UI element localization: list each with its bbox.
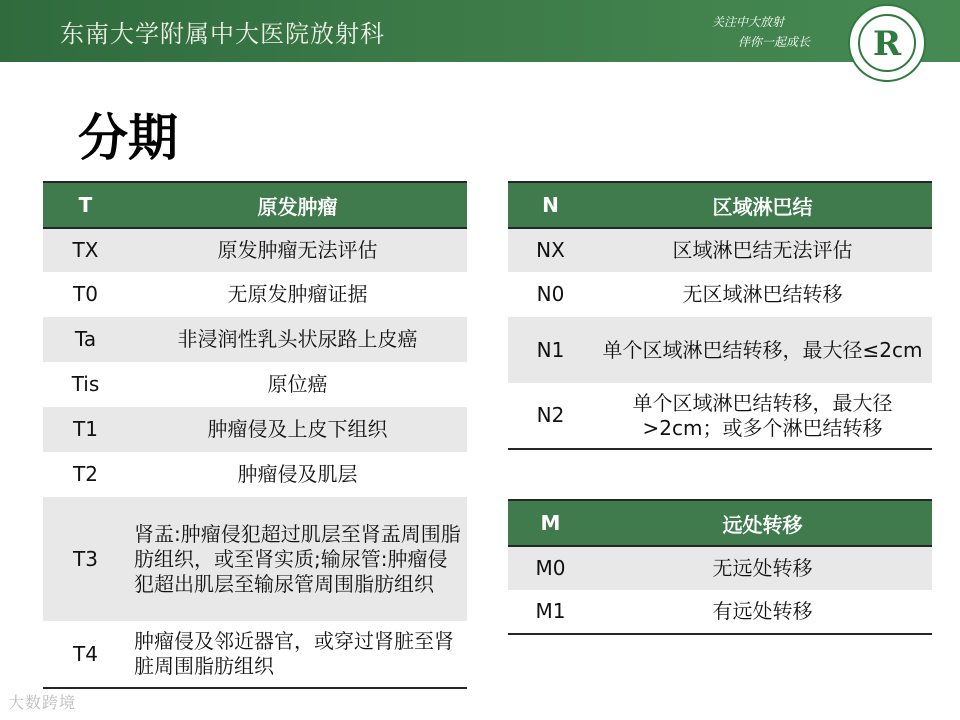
watermark: 大数跨境	[8, 693, 77, 712]
m-desc: 无远处转移	[593, 546, 932, 590]
m-header-code: M	[508, 500, 593, 546]
t-code: Tis	[43, 362, 128, 407]
t-code: T1	[43, 407, 128, 452]
n-code: NX	[508, 228, 593, 272]
t-desc: 肿瘤侵及上皮下组织	[128, 407, 467, 452]
t-code: T4	[43, 621, 128, 688]
n-staging-table	[508, 181, 932, 450]
n-code: N0	[508, 272, 593, 317]
t-desc: 肾盂:肿瘤侵犯超过肌层至肾盂周围脂肪组织，或至肾实质;输尿管:肿瘤侵犯超出肌层至输尿管周围脂肪组织	[128, 497, 467, 621]
t-code: TX	[43, 228, 128, 272]
t-desc: 肿瘤侵及邻近器官，或穿过肾脏至肾脏周围脂肪组织	[128, 621, 467, 688]
t-staging-table	[43, 181, 467, 689]
table-row	[43, 317, 467, 362]
m-header-desc: 远处转移	[593, 500, 932, 546]
m-desc: 有远处转移	[593, 590, 932, 634]
slogan	[712, 12, 810, 52]
table-row	[508, 590, 932, 634]
table-row	[508, 272, 932, 317]
hospital-title: 东南大学附属中大医院放射科	[60, 20, 385, 48]
table-row	[43, 272, 467, 317]
table-row	[43, 621, 467, 688]
t-desc: 原位癌	[128, 362, 467, 407]
department-logo-icon	[848, 4, 926, 82]
table-row	[43, 497, 467, 621]
t-code: T3	[43, 497, 128, 621]
header-bar	[0, 0, 960, 62]
m-staging-table	[508, 499, 932, 635]
table-header-row	[43, 182, 467, 228]
table-row	[508, 228, 932, 272]
page-title: 分期	[78, 109, 178, 167]
n-desc: 单个区域淋巴结转移，最大径>2cm；或多个淋巴结转移	[593, 383, 932, 449]
table-row	[508, 317, 932, 383]
table-header-row	[508, 500, 932, 546]
table-row	[43, 362, 467, 407]
m-code: M1	[508, 590, 593, 634]
t-desc: 非浸润性乳头状尿路上皮癌	[128, 317, 467, 362]
n-code: N2	[508, 383, 593, 449]
t-desc: 原发肿瘤无法评估	[128, 228, 467, 272]
n-header-desc: 区域淋巴结	[593, 182, 932, 228]
n-code: N1	[508, 317, 593, 383]
t-desc: 肿瘤侵及肌层	[128, 452, 467, 497]
n-header-code: N	[508, 182, 593, 228]
n-desc: 无区域淋巴结转移	[593, 272, 932, 317]
t-code: T0	[43, 272, 128, 317]
slogan-line-2: 伴你一起成长	[737, 35, 810, 49]
table-row	[43, 452, 467, 497]
t-header-code: T	[43, 182, 128, 228]
slogan-line-1: 关注中大放射	[711, 15, 784, 29]
t-header-desc: 原发肿瘤	[128, 182, 467, 228]
t-desc: 无原发肿瘤证据	[128, 272, 467, 317]
n-desc: 单个区域淋巴结转移，最大径≤2cm	[593, 317, 932, 383]
n-desc: 区域淋巴结无法评估	[593, 228, 932, 272]
table-header-row	[508, 182, 932, 228]
table-row	[43, 228, 467, 272]
t-code: T2	[43, 452, 128, 497]
t-code: Ta	[43, 317, 128, 362]
table-row	[508, 546, 932, 590]
logo-mark: R	[872, 24, 902, 64]
m-code: M0	[508, 546, 593, 590]
table-row	[43, 407, 467, 452]
table-row	[508, 383, 932, 449]
